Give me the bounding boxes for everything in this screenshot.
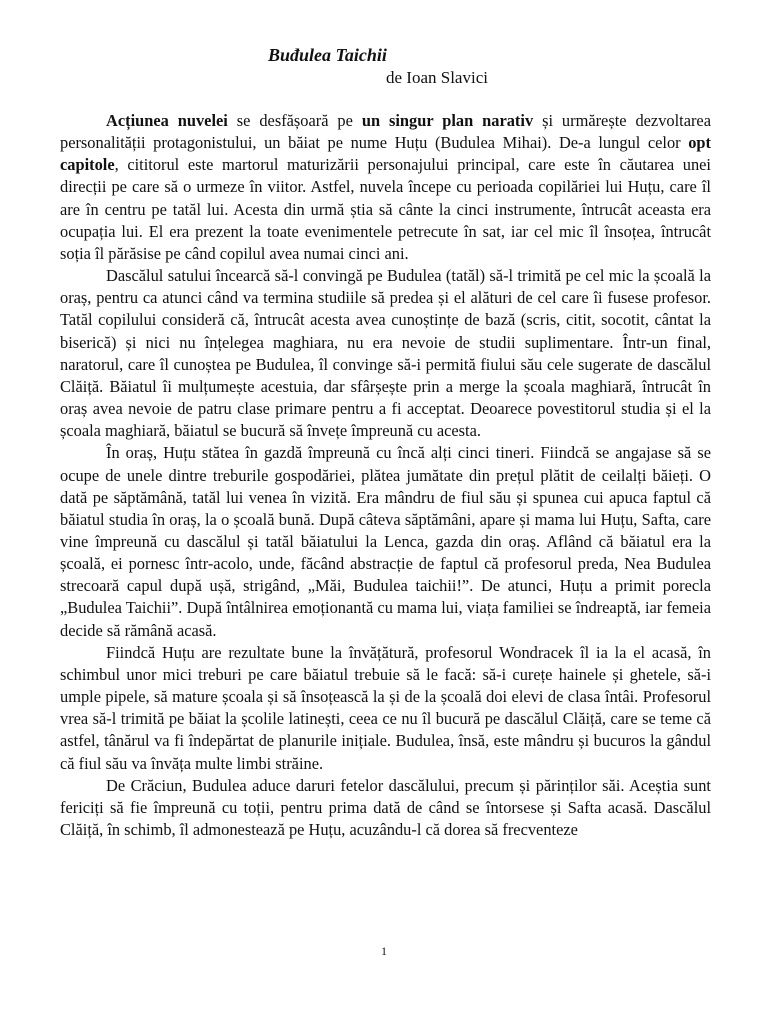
bold-text: opt capitole: [60, 133, 711, 175]
page-number: 1: [381, 944, 387, 958]
document-body: [60, 110, 711, 841]
document-author: de Ioan Slavici: [386, 68, 488, 87]
paragraph: [60, 442, 711, 641]
bold-text: un singur plan narativ: [361, 111, 534, 130]
paragraph: [60, 775, 711, 841]
paragraph: [60, 642, 711, 775]
text-run: Fiindcă Huțu are rezultate bune la învățătură, profesorul Wondracek îl ia la el acasă, în schimbul unor mici treburi pe care băiatul trebuie să le facă: să-i curețe hainele și ghetele, să-i umple pipele, să mature școala și să însoțească la și de la școală doi elevi de clasa întâi. Profesorul vrea să-l trimită pe băiat la școlile latinești, ceea ce nu îl bucură pe dascălul Clăiță, care se teme că astfel, tânărul va fi îndepărtat de planurile inițiale. Budulea, însă, este mândru și bucuros la gândul că fiul său va învăța multe limbi străine.: [60, 642, 711, 773]
text-run: și urmărește dezvoltarea personalității protagonistului, un băiat pe nume Huțu (Budulea Mihai). De-a lungul celor: [60, 111, 711, 153]
bold-text: Acțiunea nuvelei: [106, 111, 228, 130]
text-run: Dascălul satului încearcă să-l convingă pe Budulea (tatăl) să-l trimită pe cel mic la școală la oraș, pentru ca atunci când va termina studiile să predea și el alături de cel care îi fusese profesor. Tatăl copilului consideră că, întrucât acesta avea cunoștințe de bază (scris, citit, socotit, cântat la biserică) și nici nu înțelegea maghiara, nu era nevoie de studii suplimentare. Într-un final, naratorul, care îl cunoștea pe Budulea, îl convinge să-i permită fiului său cele sugerate de dascălul Clăiță. Băiatul îi mulțumește acestuia, dar sfârșește prin a merge la școala maghiară, întrucât în oraș avea nevoie de patru clase primare pentru a fi acceptat. Deoarece povestitorul studia și el la școala maghiară, băiatul se bucură să învețe împreună cu acesta.: [60, 266, 711, 441]
text-run: De Crăciun, Budulea aduce daruri fetelor dascălului, precum și părinților săi. Aceștia sunt fericiți să fie împreună cu toții, pentru prima dată de când se întorsese și Safta acasă. Dascălul Clăiță, în schimb, îl admonestează pe Huțu, acuzându-l că dorea să frecventeze: [60, 775, 711, 839]
document-title: Buđulea Taichii: [268, 45, 387, 65]
text-run: În oraș, Huțu stătea în gazdă împreună cu încă alți cinci tineri. Fiindcă se angajase să se ocupe de unele dintre treburile gospodăriei, plătea jumătate din prețul plătit de ceilalți băieți. O dată pe săptămână, tatăl lui venea în vizită. Era mândru de fiul său și spunea cui apuca faptul că băiatul studia în oraș, la o școală bună. După câteva săptămâni, apare și mama lui Huțu, Safta, care vine împreună cu dascălul și tatăl băiatului la Lenca, gazda din oraș. Aflând că băiatul era la școală, ei pornesc într-acolo, unde, făcând abstracție de faptul că profesorul preda, Nea Budulea strecoară capul după ușă, strigând, „Măi, Budulea taichii!”. De atunci, Huțu a primit porecla „Budulea Taichii”. După întâlnirea emoționantă cu mama lui, viața familiei se îndreaptă, iar femeia decide să rămână acasă.: [60, 443, 711, 640]
text-run: , cititorul este martorul maturizării personajului principal, care este în căutarea unei direcții pe care să o urmeze în viitor. Astfel, nuvela începe cu perioada copilăriei lui Huțu, care îl are în centru pe tatăl lui. Acesta din urmă știa să cânte la cinci instrumente, întrucât aceasta era ocupația lui. El era prezent la toate evenimentele petrecute în sat, iar cel mic îl însoțea, întrucât soția îl părăsise pe când copilul avea numai cinci ani.: [60, 155, 711, 263]
text-run: se desfășoară pe: [227, 111, 362, 130]
paragraph: [60, 265, 711, 442]
paragraph: [60, 110, 711, 265]
